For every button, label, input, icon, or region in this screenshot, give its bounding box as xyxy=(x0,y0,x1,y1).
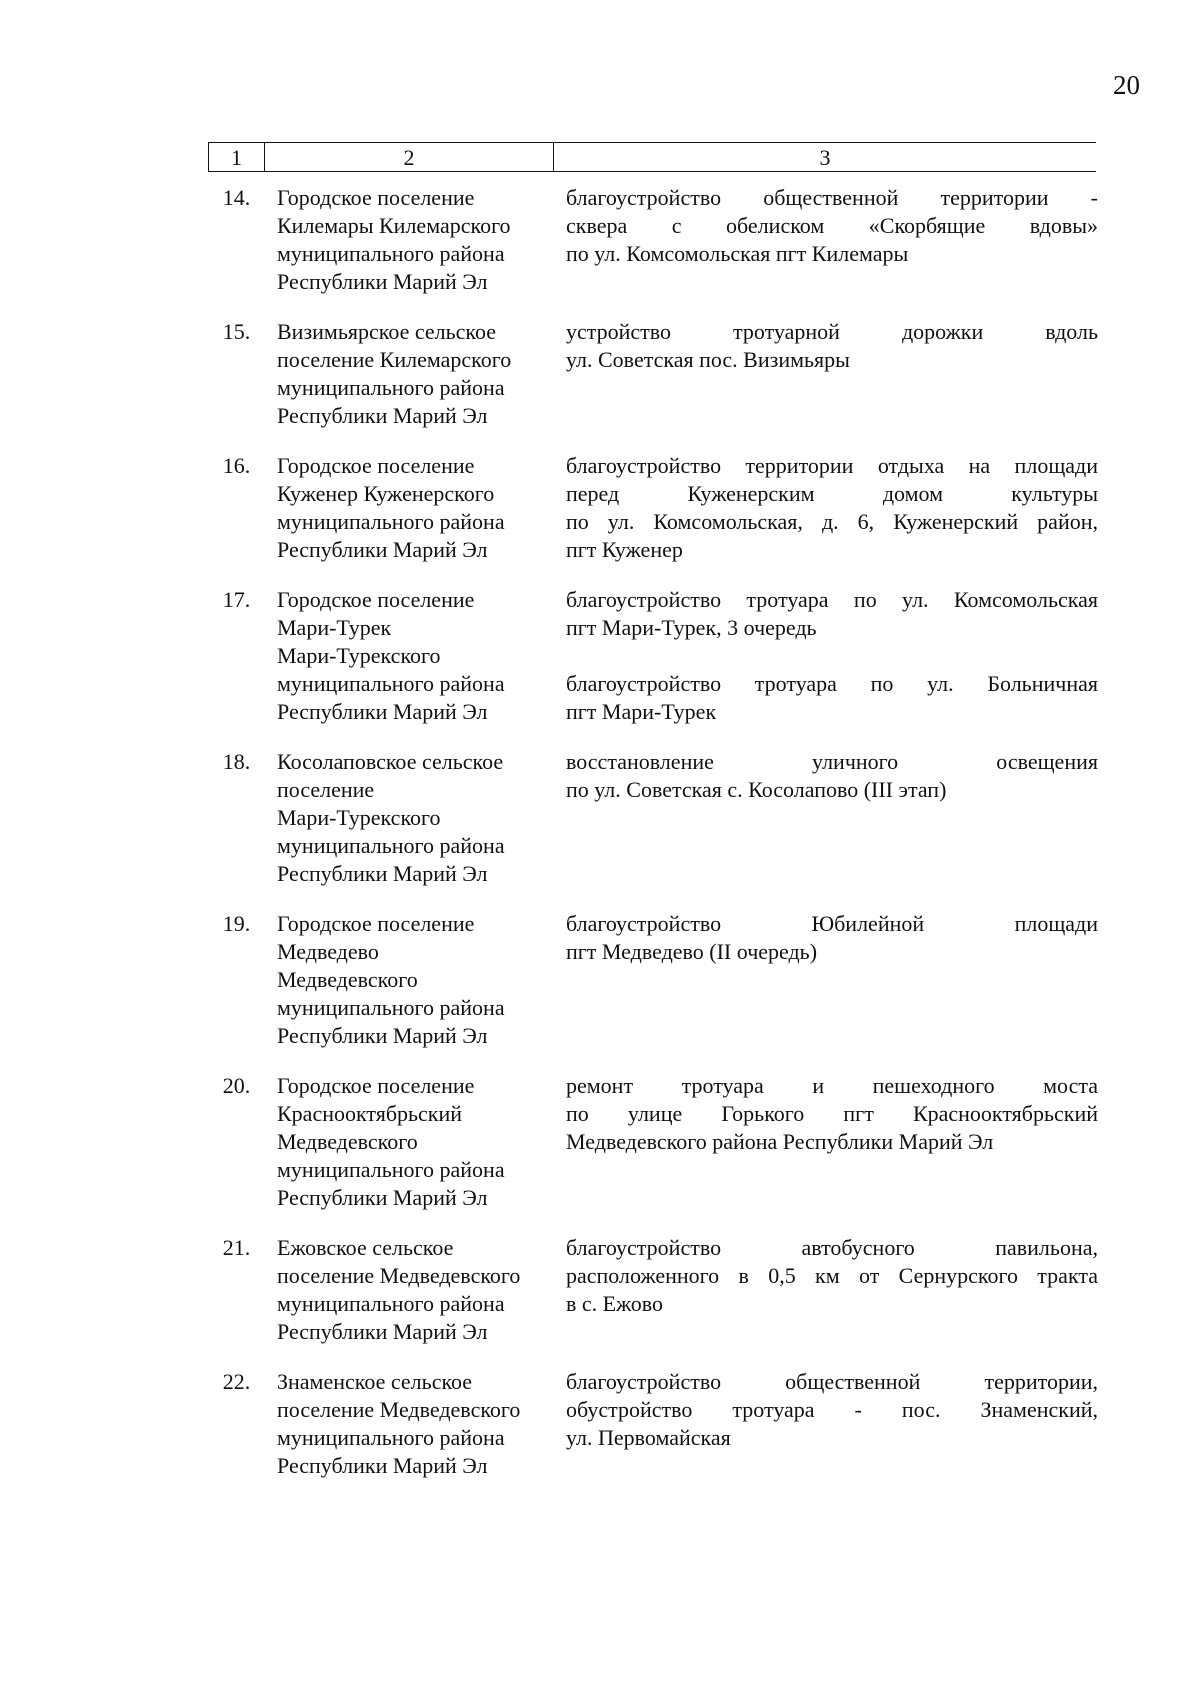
table-row xyxy=(208,586,1096,726)
table-row xyxy=(208,1368,1096,1480)
description-line: восстановление уличного освещения xyxy=(566,749,1098,774)
description-line: обустройство тротуара - пос. Знаменский, xyxy=(566,1397,1098,1422)
description-line: пгт Куженер xyxy=(566,537,683,562)
settlement-name-line: Мари-Турекского xyxy=(277,643,441,668)
description-line: в с. Ежово xyxy=(566,1291,663,1316)
row-number: 21. xyxy=(222,1235,251,1260)
settlement-name-line: Республики Марий Эл xyxy=(277,861,488,886)
settlement-name xyxy=(265,1234,550,1346)
description-line: благоустройство общественной территории, xyxy=(566,1369,1098,1394)
description-line: благоустройство автобусного павильона, xyxy=(566,1235,1098,1260)
settlement-name-line: Городское поселение xyxy=(277,185,475,210)
row-number: 16. xyxy=(222,453,251,478)
settlement-name xyxy=(265,452,550,564)
row-number: 17. xyxy=(222,587,251,612)
description-line: по ул. Комсомольская пгт Килемары xyxy=(566,241,909,266)
description-line: по ул. Советская с. Косолапово (III этап) xyxy=(566,777,947,802)
description-paragraph xyxy=(566,1234,1098,1318)
description-line: благоустройство территории отдыха на площади xyxy=(566,453,1098,478)
settlement-name-line: Куженер Куженерского xyxy=(277,481,495,506)
settlement-name xyxy=(265,586,550,726)
description-line: устройство тротуарной дорожки вдоль xyxy=(566,319,1098,344)
project-description xyxy=(566,748,1098,804)
settlement-name-line: Республики Марий Эл xyxy=(277,537,488,562)
settlement-name-line: Медведево xyxy=(277,939,379,964)
row-number: 22. xyxy=(222,1369,251,1394)
table-row xyxy=(208,748,1096,888)
settlement-name-line: Мари-Турекского xyxy=(277,805,441,830)
table-row xyxy=(208,318,1096,430)
project-description xyxy=(566,184,1098,268)
row-number: 19. xyxy=(222,911,251,936)
description-paragraph xyxy=(566,910,1098,966)
settlement-name-line: Республики Марий Эл xyxy=(277,269,488,294)
description-line: пгт Мари-Турек xyxy=(566,699,717,724)
description-paragraph xyxy=(566,184,1098,268)
project-description xyxy=(566,1368,1098,1452)
table-row xyxy=(208,184,1096,296)
description-paragraph xyxy=(566,318,1098,374)
table-row xyxy=(208,1072,1096,1212)
settlement-name-line: муниципального района xyxy=(277,833,505,858)
settlement-name-line: Республики Марий Эл xyxy=(277,1453,488,1478)
settlement-name-line: Городское поселение xyxy=(277,1073,475,1098)
description-line: ремонт тротуара и пешеходного моста xyxy=(566,1073,1098,1098)
settlement-name xyxy=(265,910,550,1050)
settlement-name-line: муниципального района xyxy=(277,375,505,400)
description-line: ул. Советская пос. Визимьяры xyxy=(566,347,850,372)
table-body xyxy=(208,184,1096,1480)
description-paragraph xyxy=(566,452,1098,564)
page-number: 20 xyxy=(1113,70,1140,100)
settlement-name-line: поселение xyxy=(277,777,375,802)
settlement-name xyxy=(265,318,550,430)
settlement-name-line: Мари-Турек xyxy=(277,615,392,640)
description-paragraph xyxy=(566,748,1098,804)
settlement-name-line: Республики Марий Эл xyxy=(277,403,488,428)
header-col-3: 3 xyxy=(819,145,831,170)
header-col-2: 2 xyxy=(265,143,554,171)
settlement-name-line: Республики Марий Эл xyxy=(277,1023,488,1048)
settlement-name-line: муниципального района xyxy=(277,1291,505,1316)
description-line: пгт Мари-Турек, 3 очередь xyxy=(566,615,817,640)
settlement-name-line: муниципального района xyxy=(277,1157,505,1182)
settlement-name-line: Медведевского xyxy=(277,967,418,992)
table-row xyxy=(208,1234,1096,1346)
settlement-name-line: Городское поселение xyxy=(277,911,475,936)
settlement-name-line: Знаменское сельское xyxy=(277,1369,473,1394)
row-number: 14. xyxy=(222,185,251,210)
description-line: расположенного в 0,5 км от Сернурского тракта xyxy=(566,1263,1098,1288)
row-number: 15. xyxy=(222,319,251,344)
settlement-name-line: Ежовское сельское xyxy=(277,1235,454,1260)
description-line: благоустройство общественной территории - xyxy=(566,185,1098,210)
settlement-name-line: Медведевского xyxy=(277,1129,418,1154)
settlement-name-line: муниципального района xyxy=(277,509,505,534)
project-description xyxy=(566,586,1098,726)
settlement-name-line: Республики Марий Эл xyxy=(277,1185,488,1210)
description-line: сквера с обелиском «Скорбящие вдовы» xyxy=(566,213,1098,238)
description-paragraph xyxy=(566,670,1098,726)
settlement-name-line: Косолаповское сельское xyxy=(277,749,504,774)
table-header-row xyxy=(208,142,1096,172)
settlement-name-line: Килемары Килемарского xyxy=(277,213,511,238)
settlement-name-line: муниципального района xyxy=(277,995,505,1020)
settlement-name-line: Городское поселение xyxy=(277,453,475,478)
description-line: ул. Первомайская xyxy=(566,1425,731,1450)
project-description xyxy=(566,910,1098,966)
description-line: благоустройство тротуара по ул. Больничная xyxy=(566,671,1098,696)
description-line: благоустройство тротуара по ул. Комсомольская xyxy=(566,587,1098,612)
description-line: пгт Медведево (II очередь) xyxy=(566,939,818,964)
table-row xyxy=(208,910,1096,1050)
row-number: 20. xyxy=(222,1073,251,1098)
settlement-name-line: муниципального района xyxy=(277,241,505,266)
settlement-name-line: Визимьярское сельское xyxy=(277,319,497,344)
settlement-name-line: Республики Марий Эл xyxy=(277,699,488,724)
project-description xyxy=(566,1234,1098,1318)
project-description xyxy=(566,318,1098,374)
settlement-name xyxy=(265,1368,550,1480)
description-paragraph xyxy=(566,1072,1098,1156)
description-paragraph xyxy=(566,1368,1098,1452)
settlement-name-line: поселение Килемарского xyxy=(277,347,512,372)
settlement-name xyxy=(265,184,550,296)
description-line: по ул. Комсомольская, д. 6, Куженерский район, xyxy=(566,509,1098,534)
settlement-name-line: Городское поселение xyxy=(277,587,475,612)
row-number: 18. xyxy=(222,749,251,774)
settlement-name-line: Краснооктябрьский xyxy=(277,1101,463,1126)
project-description xyxy=(566,452,1098,564)
settlement-name xyxy=(265,748,550,888)
description-line: благоустройство Юбилейной площади xyxy=(566,911,1098,936)
header-col-1: 1 xyxy=(208,143,265,171)
description-line: по улице Горького пгт Краснооктябрьский xyxy=(566,1101,1098,1126)
project-description xyxy=(566,1072,1098,1156)
table-row xyxy=(208,452,1096,564)
description-line: Медведевского района Республики Марий Эл xyxy=(566,1129,994,1154)
settlement-name-line: муниципального района xyxy=(277,1425,505,1450)
settlement-name-line: Республики Марий Эл xyxy=(277,1319,488,1344)
settlement-name xyxy=(265,1072,550,1212)
settlement-name-line: муниципального района xyxy=(277,671,505,696)
settlement-name-line: поселение Медведевского xyxy=(277,1263,521,1288)
settlement-name-line: поселение Медведевского xyxy=(277,1397,521,1422)
description-line: перед Куженерским домом культуры xyxy=(566,481,1098,506)
description-paragraph xyxy=(566,586,1098,642)
